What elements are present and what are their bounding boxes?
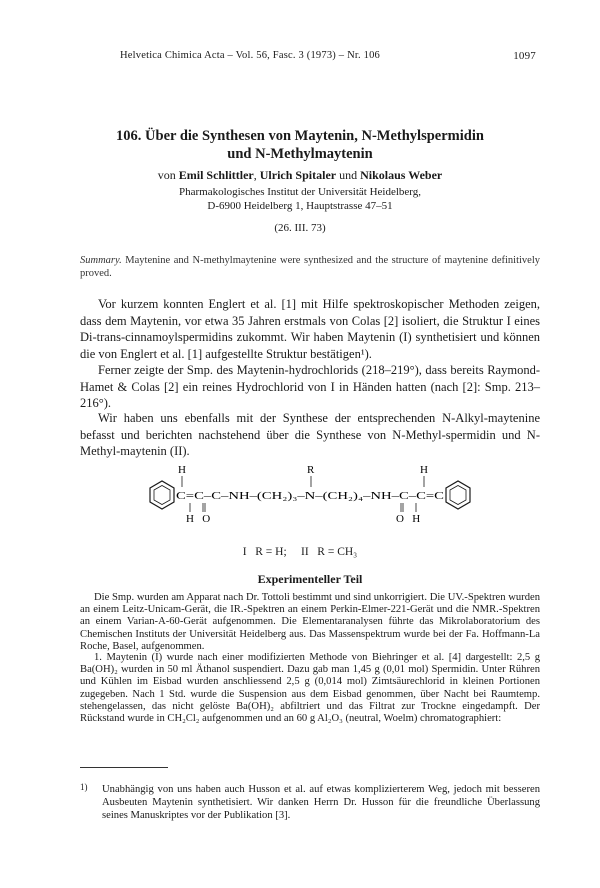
left-h: H: [178, 464, 186, 476]
summary: [80, 254, 540, 280]
center-r: R: [307, 464, 315, 476]
title-line-1: 106. Über die Synthesen von Maytenin, N-Methylspermidin: [116, 128, 484, 144]
paragraph-text: Wir haben uns ebenfalls mit der Synthese der entsprechenden N-Alkyl-maytenine befasst und berichten nachstehend über die Synthese von N-Methyl-spermidin und N-Methyl-maytenin (II).: [80, 411, 540, 458]
authors-and: und: [339, 168, 358, 182]
right-h: H: [420, 464, 428, 476]
right-substituents: O H: [396, 513, 421, 525]
paragraph-text: Ferner zeigte der Smp. des Maytenin-hydrochlorids (218–219°), dass bereits Raymond-Hamet & Colas [2] ein reines Hydrochlorid von I in Händen hatten (nach [2]: Smp. 213–216°).: [80, 363, 540, 410]
structure-chain: C=C–C–NH–(CH₂)₃–N–(CH₂)₄–NH–C–C=C: [176, 491, 444, 502]
paragraph-text: 1. Maytenin (I) wurde nach einer modifizierten Methode von Biehringer et al. [4] dargestellt: 2,5 g Ba(OH)₂ wurden in 50 ml Äthanol suspendiert. Dazu gab man 1,45 g (0,01 mol) Spermidin. Unter Rühren und Kühlen im Eisbad wurden anschliessend 2,5 g (0,014 mol) Zimtsäurechlorid in kleinen Portionen zugegeben. Nach 1 Std. wurde die Suspension aus dem Eisbad genommen, über Nacht bei Raumtemp. stehengelassen, das nicht gelöste Ba(OH)₂ abfiltriert und das Filtrat zur Trockne eingedampft. Der Rückstand wurde in CH₂Cl₂ aufgenommen und an 60 g Al₂O₃ (neutral, Woelm) chromatographiert:: [80, 652, 540, 725]
footnote-text: Unabhängig von uns haben auch Husson et al. auf etwas komplizierterem Weg, jedoch mit besseren Ausbeuten Maytenin synthetisiert. Wir danken Herrn Dr. Husson für die freundliche Überlassung seines Manuskriptes vor der Publikation [3].: [102, 784, 540, 821]
summary-text: Maytenine and N-methylmaytenine were synthesized and the structure of maytenine definitively proved.: [80, 255, 540, 279]
article-title: [70, 127, 530, 163]
received-date: (26. III. 73): [274, 222, 326, 234]
footnote-divider: [80, 767, 168, 768]
footnote-mark: 1): [80, 782, 88, 792]
title-line-2: und N-Methylmaytenin: [227, 146, 373, 162]
author-2: Ulrich Spitaler: [259, 168, 337, 182]
compound-labels: I R = H; II R = CH₃: [242, 546, 358, 558]
author-3: Nikolaus Weber: [360, 168, 443, 182]
experimental-paragraph-2: [80, 652, 540, 725]
paragraph-text: Die Smp. wurden am Apparat nach Dr. Tottoli bestimmt und sind unkorrigiert. Die UV.-Spektren wurden an einem Leitz-Unicam-Gerät, die IR.-Spektren an einem Perkin-Elmer-221-Gerät und die NMR.-Spektren an einem Varian-A-60-Gerät aufgenommen. Die Elementaranalysen führte das Mikrolaboratorium des Chemischen Instituts der Universität Heidelberg aus. Das Massenspektrum wurde bei der Fa. Hoffmann-La Roche, Basel, aufgenommen.: [80, 592, 540, 652]
running-head: [120, 50, 536, 62]
chemical-structure: [130, 460, 490, 540]
paragraph-text: Vor kurzem konnten Englert et al. [1] mit Hilfe spektroskopischer Methoden zeigen, dass dem Maytenin, vor etwa 35 Jahren erstmals von Colas [2] isoliert, die Struktur I eines Di-trans-cinnamoylspermidins zukommt. Wir haben Maytenin (I) synthetisiert und können die von Englert et al. [1] aufgestellte Struktur bestätigen¹).: [80, 297, 540, 361]
affiliation-line-2: D-6900 Heidelberg 1, Hauptstrasse 47–51: [207, 200, 393, 212]
footnote: [80, 783, 540, 822]
experimental-paragraph-1: [80, 592, 540, 653]
page-number: 1097: [513, 50, 536, 62]
authors-prefix: von: [157, 168, 176, 182]
section-title: Experimenteller Teil: [257, 572, 363, 586]
author-line: von Emil Schlittler, Ulrich Spitaler und Nikolaus Weber: [157, 168, 443, 182]
affiliation-line-1: Pharmakologisches Institut der Universität Heidelberg,: [178, 186, 422, 198]
right-benzene-ring: [446, 481, 470, 509]
intro-paragraph-2: [80, 362, 540, 412]
summary-label: Summary.: [80, 255, 122, 266]
intro-paragraph-3: [80, 410, 540, 460]
left-substituents: H O: [186, 513, 211, 525]
affiliation: [70, 185, 530, 213]
intro-paragraph-1: [80, 296, 540, 362]
journal-reference: Helvetica Chimica Acta – Vol. 56, Fasc. 3 (1973) – Nr. 106: [120, 50, 380, 61]
author-1: Emil Schlittler: [178, 168, 254, 182]
left-benzene-ring: [150, 481, 174, 509]
